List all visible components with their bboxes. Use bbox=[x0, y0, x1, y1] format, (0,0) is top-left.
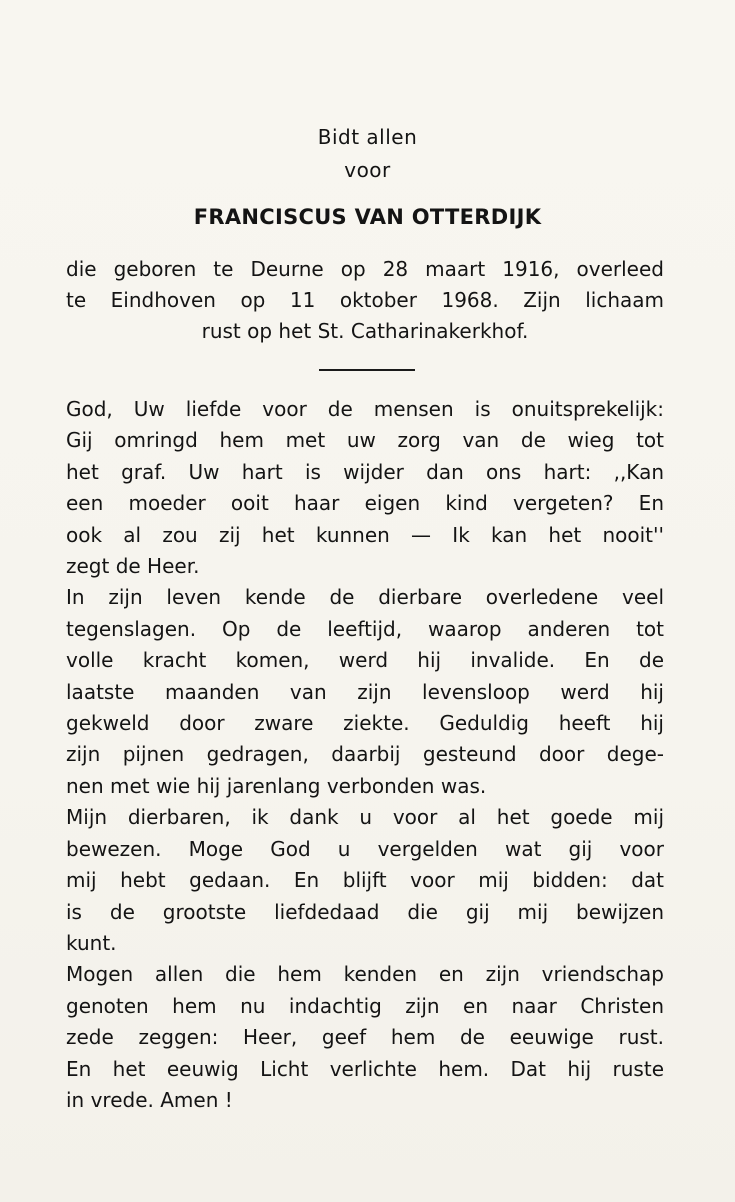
intro-text: Bidt allen bbox=[317, 125, 418, 149]
prayer-line: mij hebt gedaan. En blijft voor mij bidden: dat bbox=[66, 868, 664, 893]
prayer-line: bewezen. Moge God u vergelden wat gij voor bbox=[66, 836, 664, 861]
prayer-line: gekweld door zware ziekte. Geduldig heeft hij bbox=[66, 711, 664, 736]
prayer-line: is de grootste liefdedaad die gij mij bewijzen bbox=[66, 899, 664, 924]
birth-line: rust op het St. Catharinakerkhof. bbox=[201, 319, 529, 343]
prayer-line: God, Uw liefde voor de mensen is onuitsprekelijk: bbox=[66, 397, 664, 421]
prayer-line: nen met wie hij jarenlang verbonden was. bbox=[66, 773, 487, 798]
prayer-line: In zijn leven kende de dierbare overledene veel bbox=[66, 585, 664, 610]
prayer-line: En het eeuwig Licht verlichte hem. Dat hij ruste bbox=[66, 1056, 664, 1081]
birth-death-statement bbox=[66, 254, 664, 347]
prayer-line: zede zeggen: Heer, geef hem de eeuwige rust. bbox=[66, 1025, 664, 1050]
prayer-line: in vrede. Amen ! bbox=[66, 1087, 233, 1112]
birth-line: die geboren te Deurne op 28 maart 1916, overleed bbox=[66, 257, 664, 281]
prayer-line: zijn pijnen gedragen, daarbij gesteund door dege- bbox=[66, 742, 664, 767]
prayer-line: kunt. bbox=[66, 930, 117, 955]
prayer-line: Gij omringd hem met uw zorg van de wieg tot bbox=[66, 428, 664, 453]
prayer-line: zegt de Heer. bbox=[66, 554, 200, 579]
prayer-line: Mijn dierbaren, ik dank u voor al het goede mij bbox=[66, 805, 664, 830]
voor-text: voor bbox=[344, 158, 391, 182]
prayer-line: een moeder ooit haar eigen kind vergeten? En bbox=[66, 491, 664, 516]
birth-line: te Eindhoven op 11 oktober 1968. Zijn lichaam bbox=[66, 288, 664, 312]
prayer-line: volle kracht komen, werd hij invalide. En de bbox=[66, 648, 664, 673]
prayer-line: laatste maanden van zijn levensloop werd hij bbox=[66, 679, 664, 704]
prayer-line: het graf. Uw hart is wijder dan ons hart: ,,Kan bbox=[66, 459, 664, 484]
prayer-line: genoten hem nu indachtig zijn en naar Christen bbox=[66, 993, 664, 1018]
prayer-text bbox=[66, 394, 664, 1116]
prayer-line: tegenslagen. Op de leeftijd, waarop anderen tot bbox=[66, 616, 664, 641]
deceased-name: FRANCISCUS VAN OTTERDIJK bbox=[193, 205, 542, 229]
prayer-line: ook al zou zij het kunnen — Ik kan het nooit'' bbox=[66, 522, 664, 547]
prayer-line: Mogen allen die hem kenden en zijn vriendschap bbox=[66, 962, 664, 987]
divider-rule bbox=[319, 369, 415, 371]
